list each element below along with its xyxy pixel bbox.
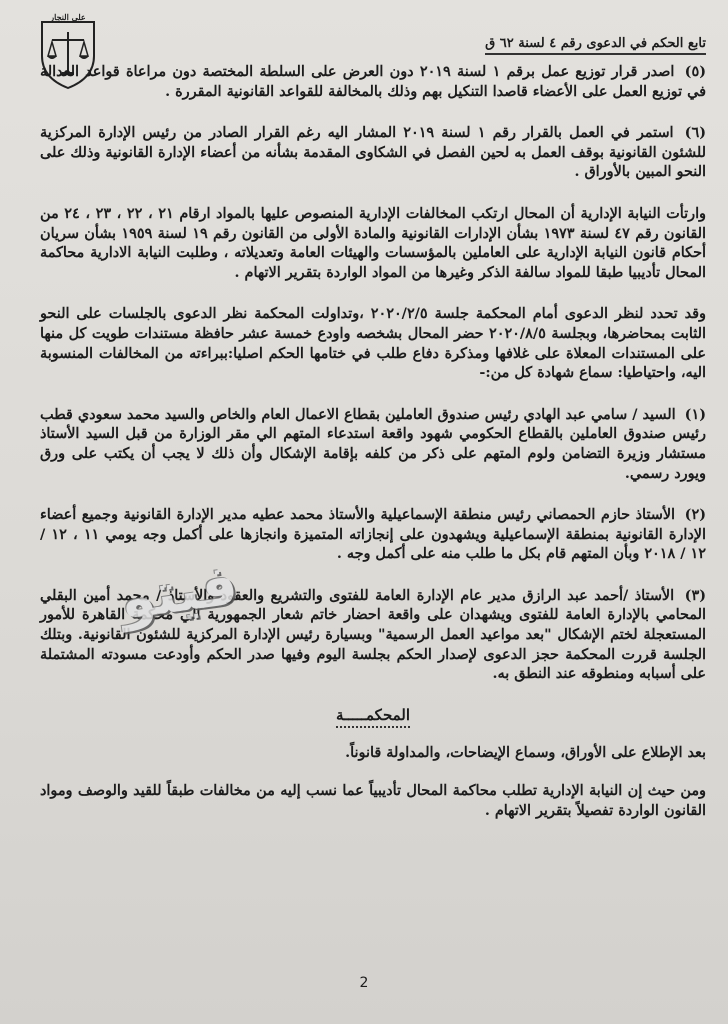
paragraph-text: الأستاذ حازم الحمصاني رئيس منطقة الإسماعيلية والأستاذ محمد عطيه مدير الإدارة القانونية وجميع أعضاء الإدارة القانونية بمنطقة الإسماعيلية ويشهدون على إنجازاته المتميزة وانجازها على أكمل وجه يومي ١١ ، ١٢ / ١٢ / ٢٠١٨ وبأن المتهم قام بكل ما طلب منه على أكمل وجه . [40, 506, 706, 563]
paragraph [40, 204, 706, 282]
section-title: المحكمـــــة [40, 706, 706, 726]
paragraph-text: استمر في العمل بالقرار رقم ١ لسنة ٢٠١٩ المشار اليه رغم القرار الصادر من رئيس الإدارة المركزية للشئون القانونية بوقف العمل به لحين الفصل في الشكاوى المقدمة بشأنه من أعضاء الإدارة القانونية وذلك على النحو المبين بالأوراق . [40, 124, 706, 181]
paragraph-text: الأستاذ /أحمد عبد الرازق مدير عام الإدارة العامة للفتوى والتشريع والعقود والأستاذ / محمد أمين البقلي المحامي بالإدارة العامة للفتوى ويشهدان على واقعة احضار خاتم شعار الجمهورية الي محكمة القاهرة للأمور المستعجلة لختم الإشكال "بعد مواعيد العمل الرسمية" وبسيارة رئيس الإدارة المركزية للشئون القانونية. وبتلك الجلسة قررت المحكمة حجز الدعوى لإصدار الحكم بجلسة اليوم وفيها صدر الحكم وأودعت مسودته المشتملة على أسبابه ومنطوقه عند النطق به. [40, 586, 706, 683]
paragraph [40, 123, 706, 182]
paragraph-text: السيد / سامي عبد الهادي رئيس صندوق العاملين بقطاع الاعمال العام والخاص والسيد محمد سعودي قطب رئيس صندوق العاملين بالقطاع الحكومي شهود واقعة استدعاء المتهم الي مقر الوزارة من قبل السيد الأستاذ مستشار وزيرة التضامن ولوم المتهم على ذكر من كلفه بإقامة الإشكال وأن ذلك لا يجب أن يكتب على ورق ويورد رسمي. [40, 405, 706, 482]
case-header: تابع الحكم في الدعوى رقم ٤ لسنة ٦٢ ق [485, 36, 706, 55]
paragraph-number: (٥) [684, 63, 706, 80]
paragraph [40, 505, 706, 564]
paragraph-text: وقد تحدد لنظر الدعوى أمام المحكمة جلسة ٢٠٢٠/٢/٥ ،وتداولت المحكمة نظر الدعوى بالجلسات على النحو الثابت بمحاضرها، وبجلسة ٢٠٢٠/٨/٥ حضر المحال بشخصه واودع خمسة عشر حافظة مستندات طويت كل منها على المستندات المعلاة على غلافها ومذكرة دفاع طلب في ختامها الحكم اصليا:ببراءته من المخالفات المنسوبة اليه، واحتياطيا: سماع شهادة كل من:- [40, 305, 706, 382]
paragraph-number: (٢) [684, 506, 706, 524]
paragraph-text: وارتأت النيابة الإدارية أن المحال ارتكب المخالفات الإدارية المنصوص عليها بالمواد ارقام ٢١ ، ٢٢ ، ٢٣ ، ٢٤ من القانون رقم ٤٧ لسنة ١٩٧٣ بشأن الإدارات القانونية والمادة الأولى من القانون رقم ١٩ لسنة ١٩٥٩ بشأن سريان أحكام قانون النيابة الإدارية على العاملين بالمؤسسات والهيئات العامة وتعديلاته ، وطلبت النيابة الادارية محاكمة المحال تأديبيا طبقا للمواد سالفة الذكر وغيرها من المواد الواردة بتقرير الاتهام . [40, 204, 707, 281]
paragraph [40, 304, 706, 382]
closing-paragraph: بعد الإطلاع على الأوراق، وسماع الإيضاحات، والمداولة قانوناً. [345, 744, 706, 762]
paragraph-number: (٦) [684, 124, 706, 142]
paragraph-text: اصدر قرار توزيع عمل برقم ١ لسنة ٢٠١٩ دون العرض على السلطة المختصة دون مراعاة قواعد العدالة في توزيع العمل على الأعضاء قاصدا التنكيل بهم وذلك بالمخالفة للقواعد القانونية المقررة . [40, 63, 706, 100]
page-number: 2 [359, 975, 369, 991]
paragraph [40, 62, 706, 101]
watermark-logo: فيتو [116, 552, 242, 633]
emblem-label: على النجار [50, 12, 86, 22]
closing-paragraph: ومن حيث إن النيابة الإدارية تطلب محاكمة المحال تأديبياً عما نسب إليه من مخالفات طبقاً للقيد والوصف ومواد القانون الواردة تفصيلاً بتقرير الاتهام . [40, 782, 706, 819]
paragraph [40, 405, 706, 483]
document-body [40, 62, 706, 838]
paragraph-number: (٣) [684, 586, 706, 604]
paragraph-number: (١) [684, 405, 706, 423]
